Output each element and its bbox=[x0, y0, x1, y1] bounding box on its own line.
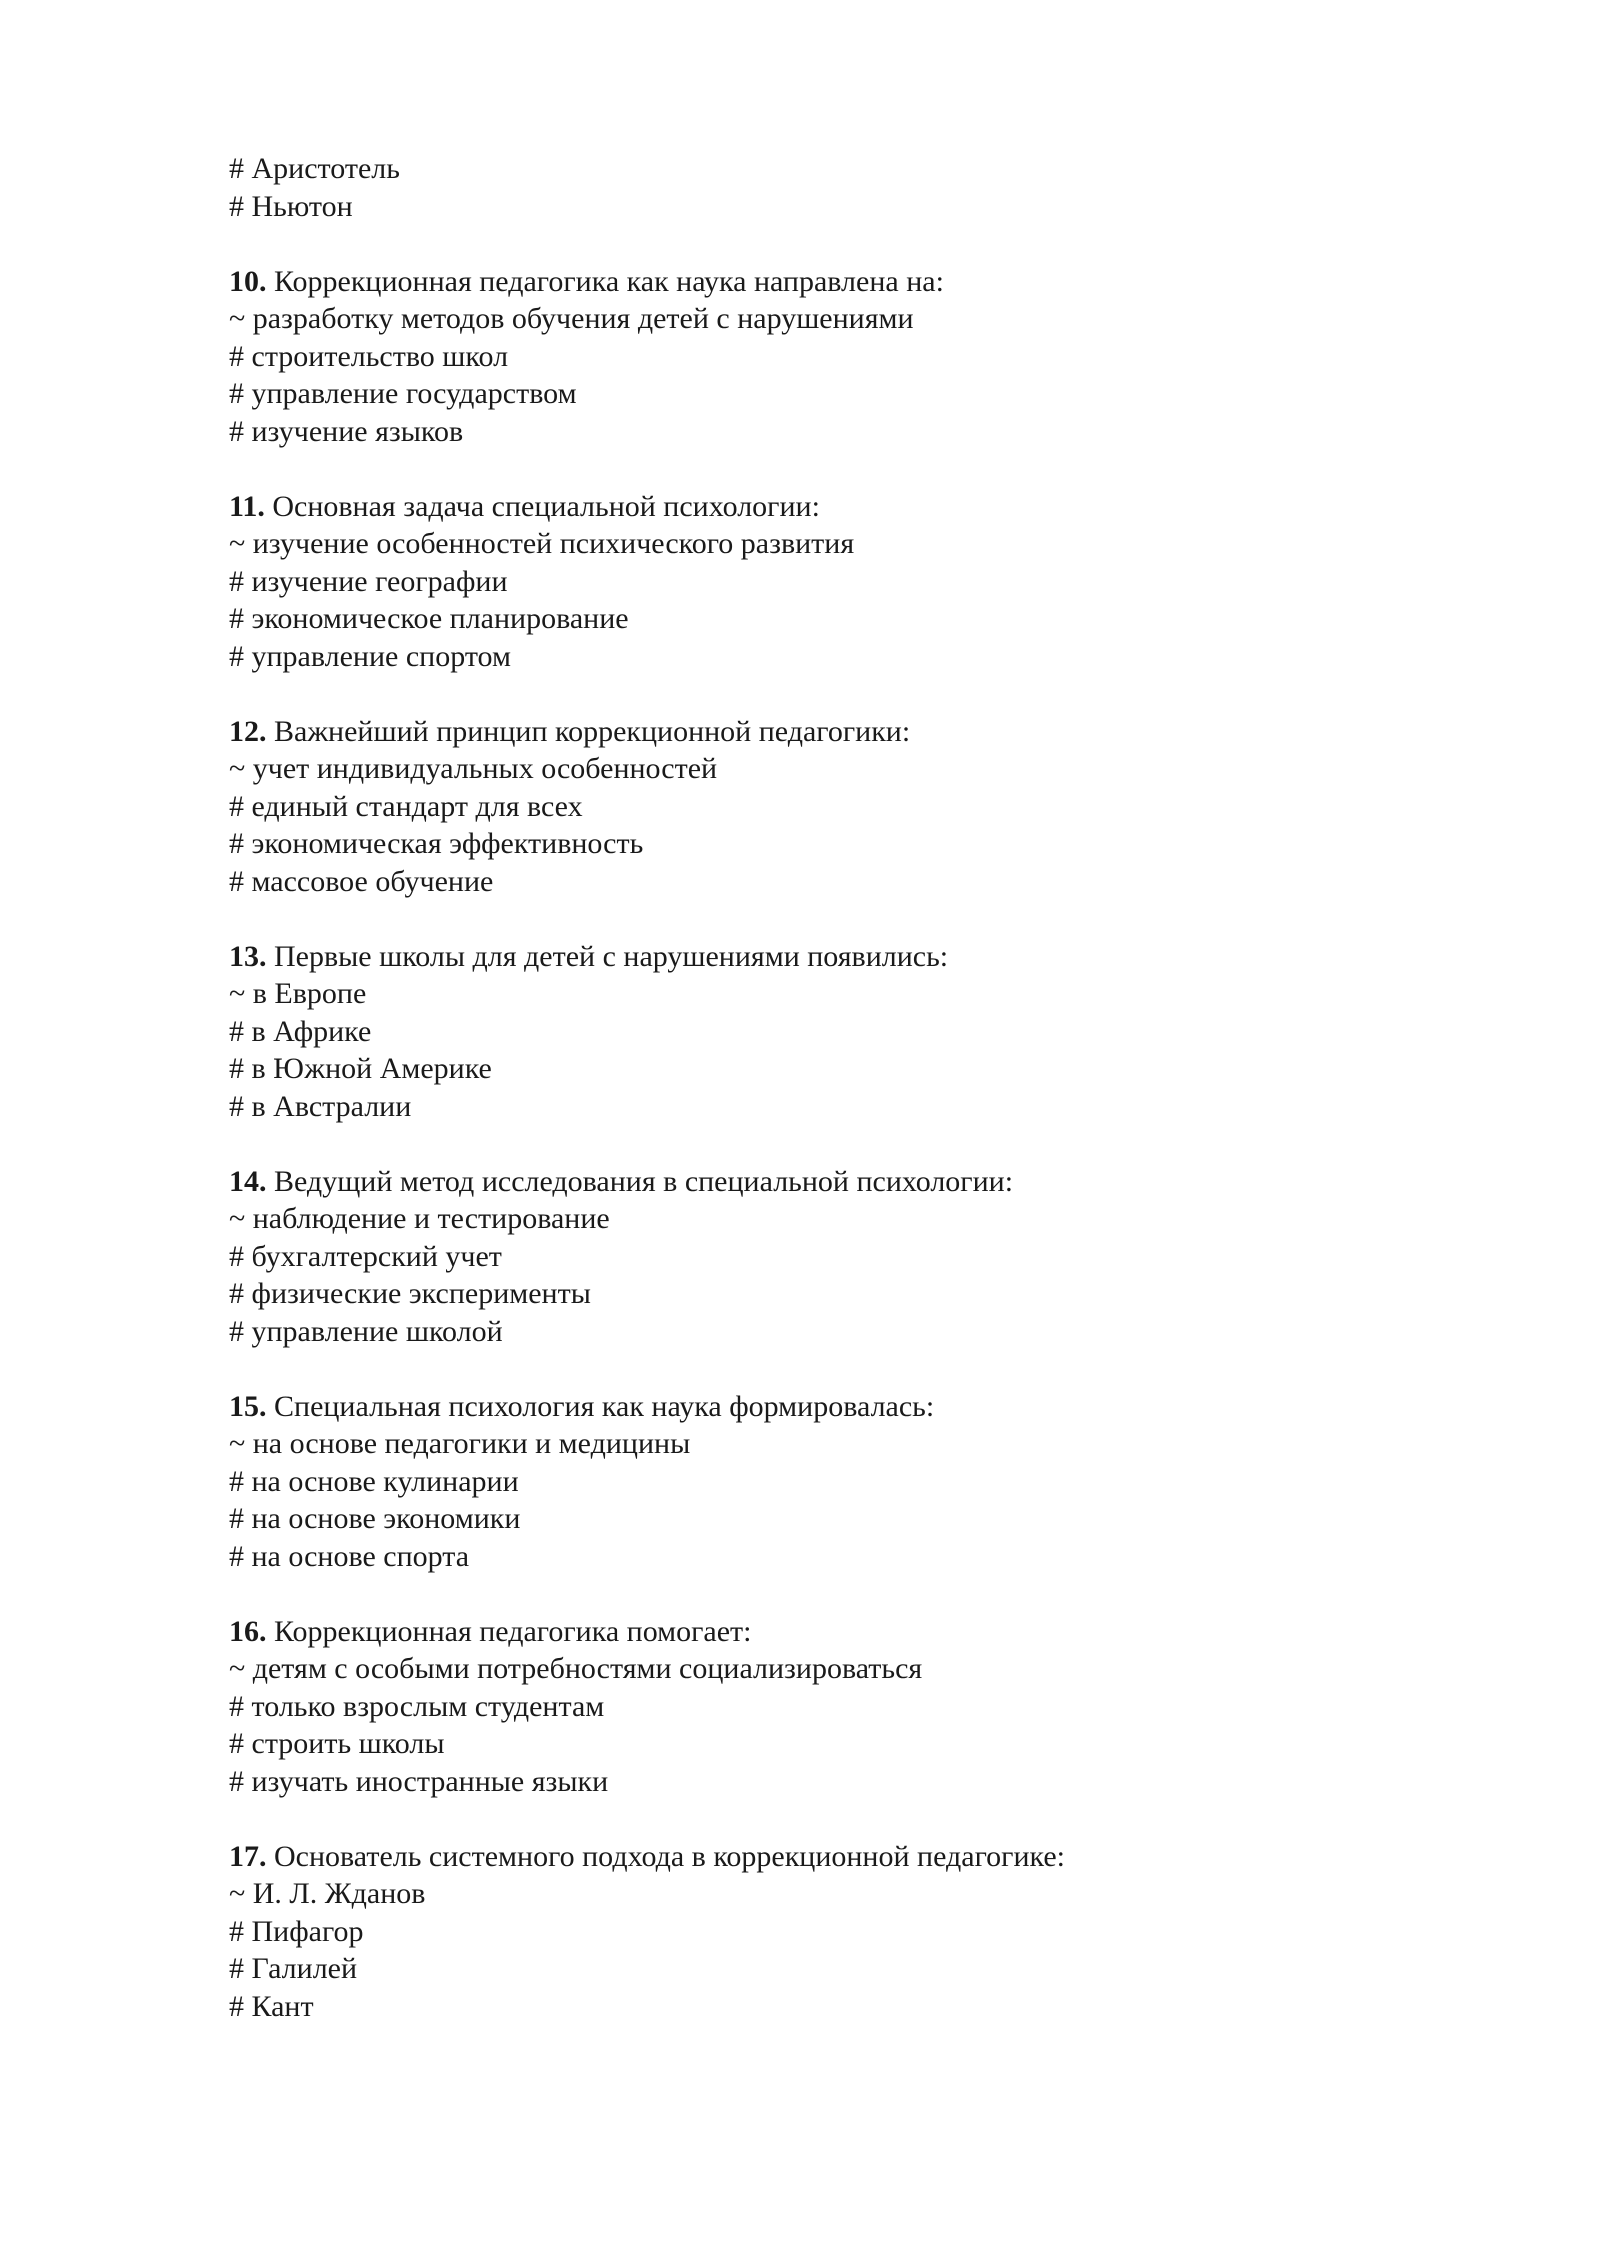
correct-answer-option: ~ наблюдение и тестирование bbox=[229, 1202, 610, 1235]
question-heading bbox=[229, 1388, 1429, 1426]
question-text: Основатель системного подхода в коррекционной педагогике: bbox=[274, 1839, 1065, 1873]
answer-option: # управление государством bbox=[229, 377, 577, 410]
question-number: 10. bbox=[229, 264, 267, 298]
question-block bbox=[229, 1163, 1429, 1351]
spacer bbox=[229, 1575, 1429, 1613]
correct-answer-option: ~ в Европе bbox=[229, 977, 367, 1010]
spacer bbox=[229, 450, 1429, 488]
question-text: Коррекционная педагогика как наука направлена на: bbox=[274, 264, 944, 298]
question-text: Первые школы для детей с нарушениями появились: bbox=[274, 939, 949, 973]
question-block bbox=[229, 713, 1429, 901]
option-line: # Ньютон bbox=[229, 189, 353, 223]
document-page bbox=[229, 150, 1429, 2025]
question-text: Специальная психология как наука формировалась: bbox=[274, 1389, 935, 1423]
correct-answer-option: ~ на основе педагогики и медицины bbox=[229, 1427, 691, 1460]
answer-option: # на основе экономики bbox=[229, 1502, 521, 1535]
question-block bbox=[229, 488, 1429, 676]
answer-option: # изучение географии bbox=[229, 564, 508, 598]
answer-option: # в Южной Америке bbox=[229, 1052, 492, 1085]
answer-option: # управление школой bbox=[229, 1314, 503, 1348]
correct-answer-option: ~ учет индивидуальных особенностей bbox=[229, 752, 718, 785]
answer-option: # только взрослым студентам bbox=[229, 1689, 605, 1723]
question-number: 11. bbox=[229, 489, 265, 523]
question-text: Ведущий метод исследования в специальной психологии: bbox=[274, 1164, 1014, 1198]
answer-option: # физические эксперименты bbox=[229, 1277, 591, 1310]
previous-question-options bbox=[229, 150, 1429, 225]
question-heading bbox=[229, 1613, 1429, 1651]
spacer bbox=[229, 900, 1429, 938]
question-heading bbox=[229, 488, 1429, 526]
question-number: 13. bbox=[229, 939, 267, 973]
answer-option: # в Австралии bbox=[229, 1089, 412, 1123]
answer-option: # единый стандарт для всех bbox=[229, 789, 583, 823]
option-line: # Аристотель bbox=[229, 152, 400, 185]
correct-answer-option: ~ детям с особыми потребностями социализироваться bbox=[229, 1652, 923, 1685]
question-text: Важнейший принцип коррекционной педагогики: bbox=[274, 714, 911, 748]
question-number: 15. bbox=[229, 1389, 267, 1423]
answer-option: # Кант bbox=[229, 1989, 314, 2023]
question-number: 12. bbox=[229, 714, 267, 748]
question-number: 17. bbox=[229, 1839, 267, 1873]
question-list bbox=[229, 263, 1429, 2026]
spacer bbox=[229, 1350, 1429, 1388]
question-text: Коррекционная педагогика помогает: bbox=[274, 1614, 752, 1648]
answer-option: # на основе спорта bbox=[229, 1539, 470, 1573]
answer-option: # в Африке bbox=[229, 1014, 372, 1048]
question-block bbox=[229, 1613, 1429, 1801]
answer-option: # на основе кулинарии bbox=[229, 1464, 519, 1498]
question-text: Основная задача специальной психологии: bbox=[272, 489, 820, 523]
question-block bbox=[229, 938, 1429, 1126]
answer-option: # экономическая эффективность bbox=[229, 827, 644, 860]
answer-option: # Галилей bbox=[229, 1952, 358, 1985]
question-heading bbox=[229, 938, 1429, 976]
correct-answer-option: ~ изучение особенностей психического развития bbox=[229, 527, 855, 560]
answer-option: # массовое обучение bbox=[229, 864, 494, 898]
answer-option: # Пифагор bbox=[229, 1914, 364, 1948]
question-block bbox=[229, 263, 1429, 451]
correct-answer-option: ~ И. Л. Жданов bbox=[229, 1877, 426, 1910]
question-heading bbox=[229, 1163, 1429, 1201]
question-number: 14. bbox=[229, 1164, 267, 1198]
correct-answer-option: ~ разработку методов обучения детей с нарушениями bbox=[229, 302, 914, 335]
answer-option: # управление спортом bbox=[229, 639, 511, 673]
question-heading bbox=[229, 713, 1429, 751]
spacer bbox=[229, 225, 1429, 263]
answer-option: # строительство школ bbox=[229, 339, 509, 373]
answer-option: # изучать иностранные языки bbox=[229, 1764, 609, 1798]
answer-option: # изучение языков bbox=[229, 414, 464, 448]
spacer bbox=[229, 1125, 1429, 1163]
question-heading bbox=[229, 1838, 1429, 1876]
question-block bbox=[229, 1838, 1429, 2026]
spacer bbox=[229, 675, 1429, 713]
answer-option: # экономическое планирование bbox=[229, 602, 629, 635]
answer-option: # бухгалтерский учет bbox=[229, 1239, 502, 1273]
question-heading bbox=[229, 263, 1429, 301]
question-number: 16. bbox=[229, 1614, 267, 1648]
question-block bbox=[229, 1388, 1429, 1576]
spacer bbox=[229, 1800, 1429, 1838]
answer-option: # строить школы bbox=[229, 1727, 445, 1760]
